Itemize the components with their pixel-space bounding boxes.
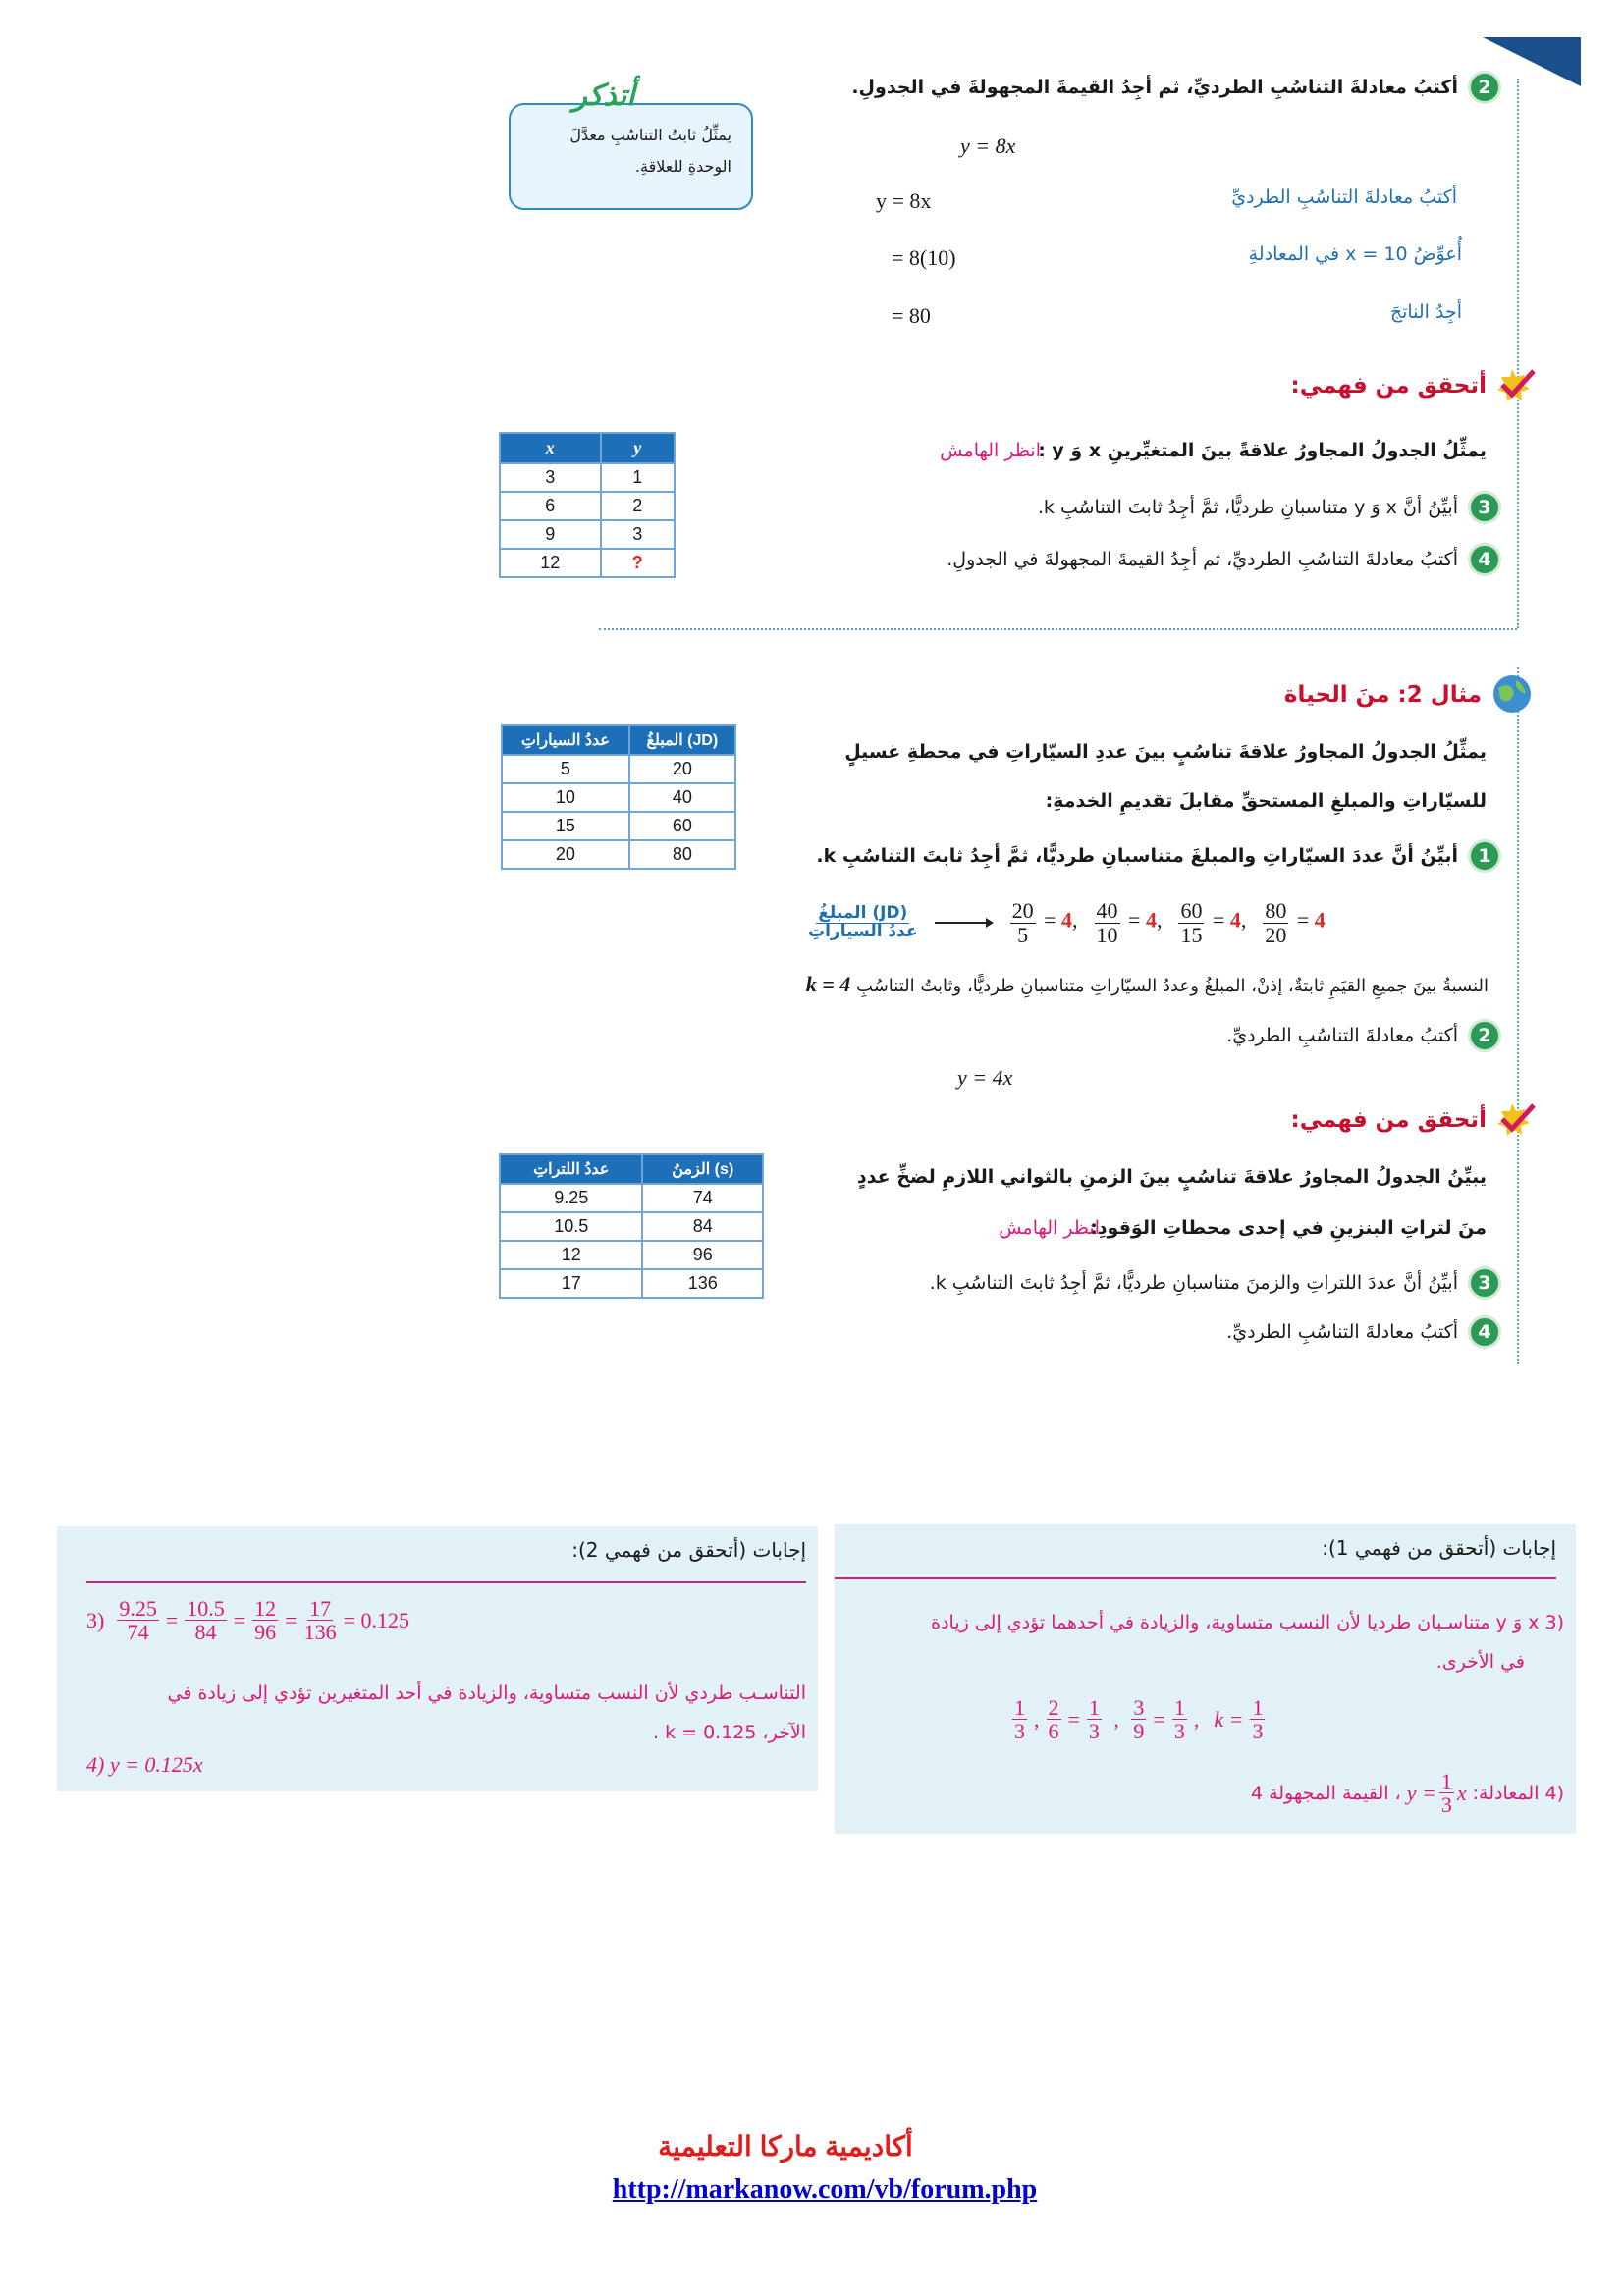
header-time: الزمنُ (s) (642, 1154, 763, 1184)
table-row (502, 812, 735, 840)
denominator: 20 (1265, 922, 1287, 947)
numerator: 3 (1133, 1695, 1145, 1720)
ratio-item: $\frac{80}{20}$ = 4 (1265, 898, 1326, 947)
cell: 10 (502, 783, 629, 812)
table-header-row (502, 725, 735, 755)
table-row (500, 520, 675, 549)
denominator: 6 (1048, 1719, 1059, 1744)
cell: 20 (629, 755, 735, 783)
dotted-divider-bottom (1517, 667, 1519, 1364)
answers1-fractions: $\frac{1}{3}$ , $\frac{2}{6}$ = $\frac{1}{3}$ , $\frac{3}{9}$ = $\frac{1}{3}$ , k = $\frac{1}{3}$ (1014, 1695, 1264, 1744)
question-text: أكتبُ معادلةَ التناسُبِ الطرديِّ. (1226, 1025, 1458, 1046)
arrow-right-icon (935, 916, 994, 930)
answers1-divider (835, 1577, 1556, 1579)
ratio-value: 4 (1229, 908, 1241, 934)
denominator: 5 (1017, 922, 1029, 947)
answer-text: التناسـب طردي لأن النسب متساوية، والزيادة في أحد المتغيرين تؤدي إلى زيادة في (167, 1682, 806, 1704)
example2-intro-line1: يمثِّلُ الجدولُ المجاورُ علاقةَ تناسُبٍ بينَ عددِ السيّاراتِ في محطةِ غسيلٍ (844, 741, 1487, 763)
question-text: أكتبُ معادلةَ التناسُبِ الطرديِّ. (1226, 1321, 1458, 1343)
check1-intro: يمثِّلُ الجدولُ المجاورُ علاقةً بينَ المتغيِّرينِ x وَ y : (1038, 440, 1487, 461)
ratio-label-fraction (808, 902, 918, 941)
solution-row-1-math: y = 8x (876, 188, 932, 213)
cell: 2 (601, 492, 675, 520)
check-icon-2 (1492, 1099, 1538, 1139)
step-number-badge: 4 (1468, 1315, 1501, 1349)
cell: 3 (500, 463, 601, 492)
answer-text: المعادلة: (1472, 1782, 1540, 1804)
unknown-cell: ? (601, 549, 675, 577)
answers2-a3-text (80, 1674, 806, 1752)
table-row (500, 1184, 763, 1212)
eq-var: x (1456, 1780, 1467, 1805)
ratio-label-numerator: المبلغُ (JD) (818, 902, 908, 923)
cell: 12 (500, 1241, 642, 1269)
denominator: 3 (1088, 1719, 1100, 1744)
solution-row-2-math: = 8(10) (892, 245, 956, 270)
answer-text: x وَ y متناسـبان طرديا لأن النسب متساوية، والزيادة في أحدهما تؤدي إلى زيادة (931, 1612, 1540, 1633)
example2-equation: y = 4x (957, 1065, 1013, 1090)
header-y: y (601, 433, 675, 463)
cell: 74 (642, 1184, 763, 1212)
answer-label: 4) (1544, 1782, 1564, 1804)
denominator: 3 (1014, 1719, 1025, 1744)
check2-margin-note: انظر الهامش (999, 1217, 1100, 1239)
question-text: أبيِّنُ أنَّ x وَ y متناسبانِ طرديًّا، ثمَّ أجِدُ ثابتَ التناسُبِ k. (1037, 497, 1458, 518)
numerator: 20 (1011, 898, 1034, 924)
answers2-divider (86, 1581, 806, 1583)
conclusion-text: النسبةُ بينَ جميعِ القيَمِ ثابتةٌ، إذنْ، المبلغُ وعددُ السيّاراتِ متناسبانِ طرديًّا، وثابتُ التناسُبِ (856, 976, 1489, 996)
answers2-title: إجابات (أتحقق من فهمي 2): (571, 1538, 806, 1562)
answers2-a4: 4) y = 0.125x (86, 1752, 203, 1777)
ratio-row (805, 888, 1434, 957)
answers1-box (835, 1524, 1576, 1834)
answer-text: الآخر، k = 0.125 . (652, 1722, 806, 1743)
header-amount: المبلغُ (JD) (629, 725, 735, 755)
answers1-a4 (1251, 1770, 1564, 1816)
answers2-box (57, 1526, 818, 1791)
ratio-value: 4 (1145, 908, 1157, 934)
answer-text: ، القيمة المجهولة 4 (1250, 1782, 1401, 1804)
equation-main: y = 8x (960, 133, 1016, 158)
footer-link[interactable]: http://markanow.com/vb/forum.php (612, 2174, 1038, 2205)
question-text: أبيِّنُ أنَّ عددَ السيّاراتِ والمبلغَ متناسبانِ طرديًّا، ثمَّ أجِدُ ثابتَ التناسُبِ k. (816, 845, 1458, 867)
dotted-divider-horizontal (599, 628, 1517, 630)
numerator: 1 (1088, 1695, 1100, 1720)
step-number-badge: 2 (1468, 1019, 1501, 1052)
denominator: 84 (194, 1620, 217, 1645)
answer-text: في الأخرى. (1435, 1651, 1525, 1673)
answer-label: 3) (86, 1607, 105, 1632)
check1-table (499, 432, 676, 578)
table-row (500, 463, 675, 492)
solution-row-3-math: = 80 (892, 303, 931, 328)
example2-q2 (1226, 1019, 1501, 1052)
numerator: 1 (1014, 1695, 1025, 1720)
cell: 84 (642, 1212, 763, 1241)
cell: 6 (500, 492, 601, 520)
step-number-badge: 1 (1468, 839, 1501, 873)
denominator: 9 (1133, 1719, 1145, 1744)
table-row (500, 549, 675, 577)
cell: 136 (642, 1269, 763, 1298)
numerator: 17 (309, 1596, 332, 1621)
table-header-row (500, 1154, 763, 1184)
denominator: 96 (254, 1620, 277, 1645)
denominator: 136 (303, 1620, 337, 1645)
ratio-value: 4 (1061, 908, 1073, 934)
cell: 20 (502, 840, 629, 869)
numerator: 40 (1096, 898, 1118, 924)
numerator: 1 (1252, 1695, 1264, 1720)
cell: 40 (629, 783, 735, 812)
check1-title: أتحقق من فهمي: (1290, 373, 1487, 399)
header-x: x (500, 433, 601, 463)
solution-row-3-label: أجِدُ الناتجَ (1389, 301, 1462, 323)
table-header-row (500, 433, 675, 463)
cell: 96 (642, 1241, 763, 1269)
header-cars: عددُ السياراتِ (502, 725, 629, 755)
check1-margin-note: انظر الهامش (940, 440, 1041, 461)
cell: 10.5 (500, 1212, 642, 1241)
top-step-2 (851, 71, 1501, 104)
example2-title: مثال 2: منَ الحياة (1283, 682, 1482, 708)
denominator: 74 (127, 1620, 149, 1645)
cell: 60 (629, 812, 735, 840)
numerator: 12 (254, 1596, 277, 1621)
numerator: 10.5 (187, 1596, 225, 1621)
table-row (500, 1269, 763, 1298)
answers1-title: إجابات (أتحقق من فهمي 1): (1322, 1536, 1556, 1560)
dotted-divider-top (1517, 79, 1519, 628)
step-text: أكتبُ معادلةَ التناسُبِ الطرديِّ، ثم أجِدُ القيمةَ المجهولةَ في الجدولِ. (851, 77, 1458, 98)
table-row (502, 840, 735, 869)
numerator: 9.25 (119, 1596, 157, 1621)
numerator: 1 (1173, 1695, 1185, 1720)
reminder-title: أتذكر (572, 79, 635, 113)
table-row (500, 1212, 763, 1241)
table-row (500, 492, 675, 520)
cell: 15 (502, 812, 629, 840)
solution-row-1-label: أكتبُ معادلةَ التناسُبِ الطرديِّ (1231, 187, 1457, 208)
header-liters: عددُ اللتراتِ (500, 1154, 642, 1184)
denominator: 15 (1180, 922, 1203, 947)
example2-conclusion (624, 972, 1489, 997)
example2-intro-line2: للسيّاراتِ والمبلغِ المستحقِّ مقابلَ تقديمِ الخدمةِ: (1045, 790, 1487, 812)
numerator: 2 (1048, 1695, 1059, 1720)
step-number-badge: 2 (1468, 71, 1501, 104)
answers2-a3-fractions: 3) $\frac{9.25}{74}$ = $\frac{10.5}{84}$ = $\frac{12}{96}$ = $\frac{17}{136}$ = 0.125 (86, 1596, 410, 1645)
cell: 1 (601, 463, 675, 492)
check2-intro-line1: يبيِّنُ الجدولُ المجاورُ علاقةَ تناسُبٍ بينَ الزمنِ بالثواني اللازمِ لضخِّ عددٍ (856, 1166, 1487, 1188)
step-number-badge: 3 (1468, 491, 1501, 524)
example2-table (501, 724, 736, 870)
check2-title: أتحقق من فهمي: (1290, 1107, 1487, 1133)
k-label: k = (1214, 1706, 1244, 1732)
answers1-a3 (842, 1603, 1564, 1682)
cell: 17 (500, 1269, 642, 1298)
reminder-text-line2: الوحدةِ للعلاقةِ. (634, 157, 731, 176)
check-icon-1 (1492, 365, 1538, 404)
k-value: k = 4 (805, 972, 851, 996)
cell: 80 (629, 840, 735, 869)
ratio-label-denominator: عددُ السياراتِ (808, 921, 918, 941)
question-text: أكتبُ معادلةَ التناسُبِ الطرديِّ، ثم أجِدُ القيمةَ المجهولةَ في الجدولِ. (947, 549, 1458, 570)
check2-q3 (930, 1266, 1501, 1300)
answer-equation (1407, 1770, 1467, 1816)
footer-name: أكاديمية ماركا التعليمية (658, 2131, 913, 2162)
check2-q4 (1226, 1315, 1501, 1349)
question-text: أبيِّنُ أنَّ عددَ اللتراتِ والزمنَ متناسبانِ طرديًّا، ثمَّ أجِدُ ثابتَ التناسُبِ k. (929, 1272, 1458, 1294)
numerator: 60 (1180, 898, 1203, 924)
answer-label: 3) (1544, 1612, 1564, 1633)
numerator: 1 (1440, 1769, 1452, 1793)
cell: 12 (500, 549, 601, 577)
table-row (502, 783, 735, 812)
denominator: 3 (1252, 1719, 1264, 1744)
cell: 3 (601, 520, 675, 549)
reminder-text-line1: يمثِّلُ ثابتُ التناسُبِ معدَّلَ (569, 126, 731, 144)
denominator: 3 (1173, 1719, 1185, 1744)
table-row (502, 755, 735, 783)
cell: 9 (500, 520, 601, 549)
table-row (500, 1241, 763, 1269)
ratio-item: $\frac{60}{15}$ = 4, (1180, 898, 1247, 947)
globe-icon (1490, 672, 1534, 716)
cell: 5 (502, 755, 629, 783)
step-number-badge: 4 (1468, 543, 1501, 576)
check1-q3 (1038, 491, 1501, 524)
cell: 9.25 (500, 1184, 642, 1212)
ratio-item: $\frac{40}{10}$ = 4, (1096, 898, 1163, 947)
numerator: 80 (1265, 898, 1287, 924)
ratio-value: 4 (1314, 908, 1326, 934)
ratio-item: $\frac{20}{5}$ = 4, (1011, 898, 1078, 947)
solution-row-2-label: أُعوِّضُ x = 10 في المعادلةِ (1248, 243, 1462, 265)
eq-lhs: y = (1406, 1780, 1436, 1805)
denominator: 10 (1096, 922, 1118, 947)
example2-q1 (816, 839, 1501, 873)
check2-table (499, 1153, 764, 1299)
denominator: 3 (1440, 1792, 1452, 1818)
check1-q4 (947, 543, 1501, 576)
answer-result: = 0.125 (343, 1607, 410, 1632)
step-number-badge: 3 (1468, 1266, 1501, 1300)
check2-intro-line2: منَ لتراتِ البنزينِ في إحدى محطاتِ الوَقودِ: (1090, 1217, 1487, 1239)
